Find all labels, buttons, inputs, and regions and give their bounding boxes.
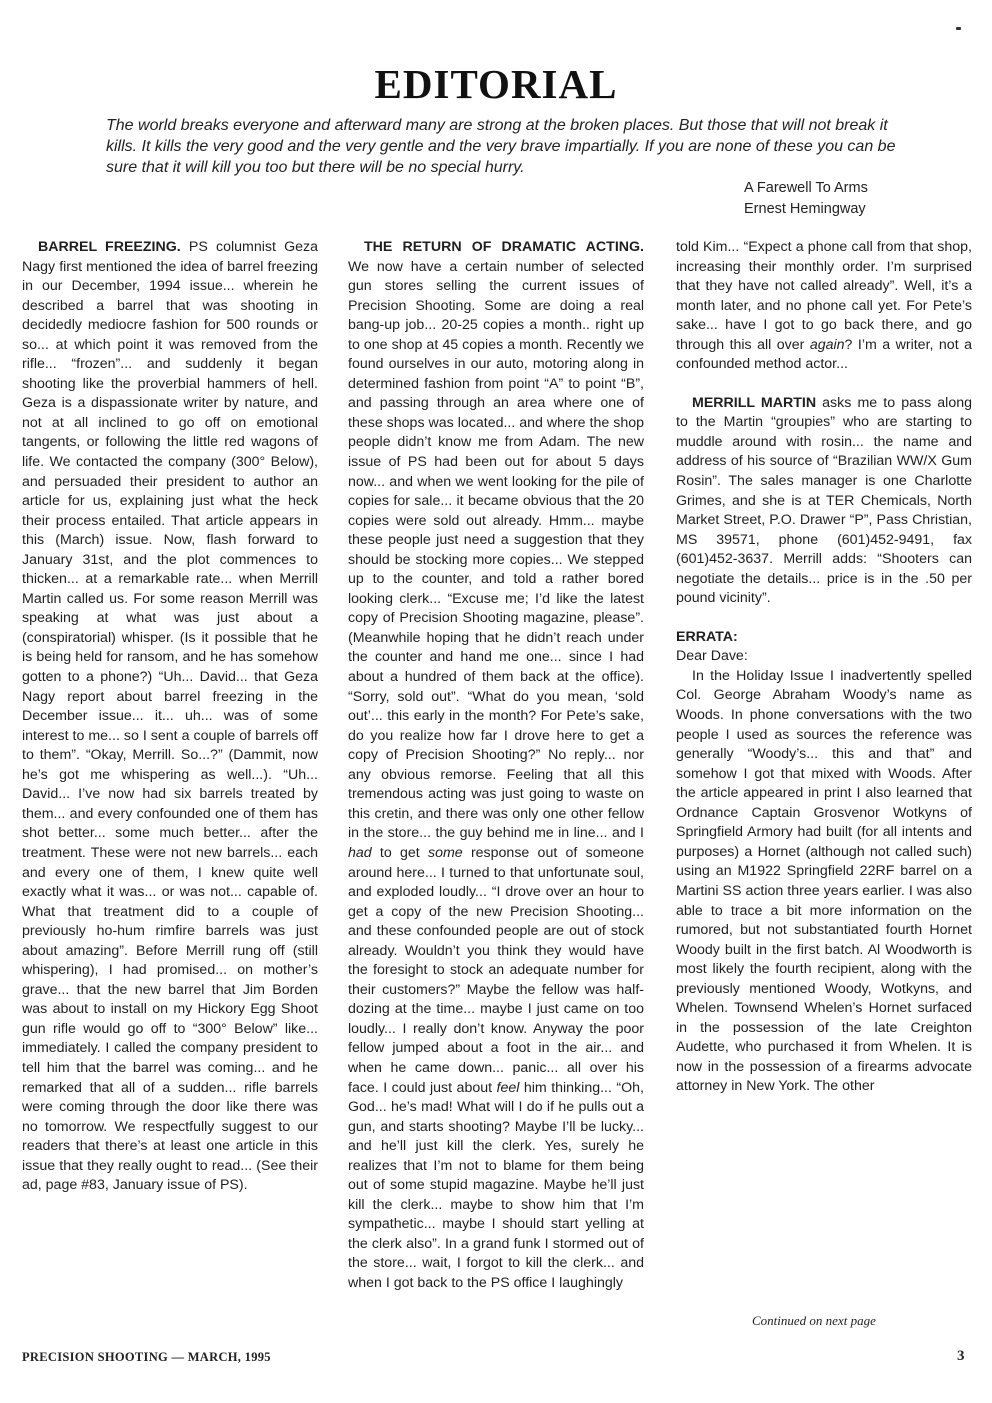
scan-mark <box>956 27 961 30</box>
article-body-part: We now have a certain number of selected gun stores selling the current issues of Precision Shooting. Some are doing a real bang-up job... 20-25 copies a month.. right up to one shop at 45 copies a month. Recently we found ourselves in our auto, motoring along in determined fashion from point “A” to point “B”, and passing through an area where one of these shops was located... and where the shop people didn’t know me from Adam. The new issue of PS had been out for about 5 days now... and when we went looking for the pile of copies for sale... it became obvious that the 20 copies were sold out already. Hmm... maybe these people just need a suggestion that they should be stocking more copies... We stepped up to the counter, and told a rather bored looking clerk... “Excuse me; I’d like the latest copy of Precision Shooting magazine, please”. (Meanwhile hoping that he didn’t reach under the counter and hand me one... since I had about a hundred of them back at the office). “Sorry, sold out”. “What do you mean, ‘sold out’... this early in the month? For Pete’s sake, do you realize how far I drove here to get a copy of Precision Shooting?” No reply... nor any obvious remorse. Feeling that all this tremendous acting was just going to waste on this cretin, and there was only one other fellow in the store... the guy behind me in line... and I <box>348 258 644 842</box>
errata-salutation: Dear Dave: <box>676 648 748 665</box>
article-body: PS columnist Geza Nagy first mentioned the idea of barrel freezing in our December, 1994 issue... wherein he described a barrel that was shooting in decidedly mediocre fashion for 500 rounds or so... at which point it was removed from the rifle... “frozen”... and suddenly it began shooting like the proverbial hammers of hell. Geza is a dispassionate writer by nature, and not at all inclined to go off on emotional tangents, or following the little red wagons of life. We contacted the company (300° Below), and persuaded their president to author an article for us, explaining just what the heck their process entailed. That article appears in this (March) issue. Now, flash forward to January 31st, and the plot commences to thicken... at a remarkable rate... when Merrill Martin called us. For some reason Merrill was speaking at what was just about a (conspiratorial) whisper. (Is it possible that he is being held for ransom, and he has somehow gotten to a phone?) “Uh... David... that Geza Nagy report about barrel freezing in the December issue... it... uh... was of some interest to me... so I sent a couple of barrels off to them”. “Okay, Merrill. So...?” (Dammit, now he’s got me whispering as well...). “Uh... David... I’ve now had six barrels treated by them... and every confounded one of them has shot better... some much better... after the treatment. These were not new barrels... each and every one of them, I knew quite well exactly what it was... or was not... capable of. What that treatment did to a couple of previously ho-hum rimfire barrels was just about amazing”. Before Merrill rung off (still whispering), I had promised... on mother’s grave... that the new barrel that Jim Borden was about to install on my Hickory Egg Shoot gun rifle would go off to “300° Below” like... immediately. I called the company president to tell him that the barrel was coming... and he remarked that all of a sudden... rifle barrels were coming through the door like there was no tomorrow. We respectfully suggest to our readers that there’s at least one article in this issue that they really ought to read... (See their ad, page #83, January issue of PS). <box>22 239 318 1194</box>
article-heading: BARREL FREEZING. <box>38 239 181 255</box>
emphasis: again <box>809 336 845 353</box>
attribution <box>744 178 944 219</box>
article-heading: MERRILL MARTIN <box>692 394 817 411</box>
page-title: EDITORIAL <box>374 61 618 107</box>
column-3 <box>676 238 972 1097</box>
article-barrel-freezing <box>22 238 318 1196</box>
article-body-part: response out of someone around here... I turned to that unfortunate soul, and exploded loudly... “I drove over an hour to get a copy of the new Precision Shooting... and these confounded people are out of stock already. Wouldn’t you think they would have the foresight to stock an adequate number for their customers?” Maybe the fellow was half-dozing at the time... maybe I just came on too loudly... I really don’t know. Anyway the poor fellow jumped about a foot in the air... and when he came down... panic... all over his face. I could just about <box>348 844 644 1096</box>
emphasis: feel <box>496 1079 520 1096</box>
article-merrill-martin <box>676 394 972 609</box>
attribution-author: Ernest Hemingway <box>744 200 866 217</box>
article-body-part: told Kim... “Expect a phone call from that shop, increasing their monthly order. I’m surprised that they have not called already”. Well, it’s a month later, and no phone call yet. For Pete’s sake... have I got to go back there, and go through this all over <box>676 239 972 353</box>
article-body-part: ? <box>844 336 853 353</box>
errata-heading: ERRATA: <box>676 628 738 645</box>
article-body-part: to get <box>371 844 428 861</box>
article-dramatic-acting <box>676 238 972 375</box>
column-1 <box>22 238 318 1196</box>
footer-publication: PRECISION SHOOTING — MARCH, 1995 <box>22 1350 271 1364</box>
article-heading: THE RETURN OF DRAMATIC ACTING. <box>364 239 644 255</box>
article-dramatic-acting <box>348 238 644 1294</box>
attribution-title: A Farewell To Arms <box>744 180 868 196</box>
page-number: 3 <box>957 1348 965 1364</box>
article-body-part: I’m a writer, not a confounded method actor... <box>676 336 972 373</box>
article-body-part: him thinking... “Oh, God... he’s mad! What will I do if he pulls out a gun, and starts shooting? Maybe I’ll be lucky... and he’ll just kill the clerk. Yes, surely he realizes that I’m not to blame for them being out of some stupid magazine. Maybe he’ll just kill the clerk... maybe to show him that I’m sympathetic... maybe I should start yelling at the clerk also”. In a grand funk I stormed out of the store... wait, I forgot to kill the clerk... and when I got back to the PS office I laughingly <box>348 1079 644 1291</box>
epigraph: The world breaks everyone and afterward many are strong at the broken places. But those that will not break it kills. It kills the very good and the very gentle and the very brave impartially. If you are none of these you can be sure that it will kill you too but there will be no special hurry. <box>106 117 896 176</box>
continued-note: Continued on next page <box>752 1313 876 1328</box>
article-body: asks me to pass along to the Martin “groupies” who are starting to muddle around with rosin... the name and address of his source of “Brazilian WW/X Gum Rosin”. The sales manager is one Charlotte Grimes, and she is at TER Chemicals, North Market Street, P.O. Drawer “P”, Pass Christian, MS 39571, phone (601)452-9491, fax (601)452-3637. Merrill adds: “Shooters can negotiate the details... price is in the .50 per pound vicinity”. <box>676 394 972 607</box>
emphasis: some <box>427 844 463 861</box>
column-2 <box>348 238 644 1294</box>
emphasis: had <box>348 844 372 861</box>
errata-body: In the Holiday Issue I inadvertently spelled Col. George Abraham Woody’s name as Woods. In phone conversations with the two people I used as sources the reference was generally “Woody’s... this and that” and somehow I got that mixed with Woods. After the article appeared in print I also learned that Ordnance Captain Grosvenor Wotkyns of Springfield Armory had built (for all intents and purposes) a Hornet (although not called such) using an M1922 Springfield 22RF barrel on a Martini SS action three years earlier. I was also able to trace a bit more information on the rumored, but not substantiated fourth Hornet Woody built in the first batch. Al Woodworth is most likely the fourth recipient, along with the previously mentioned Woody, Wotkyns, and Whelen. Townsend Whelen’s Hornet surfaced in the possession of the late Creighton Audette, who purchased it from Whelen. It is now in the possession of a firearms advocate attorney in New York. The other <box>676 667 972 1095</box>
